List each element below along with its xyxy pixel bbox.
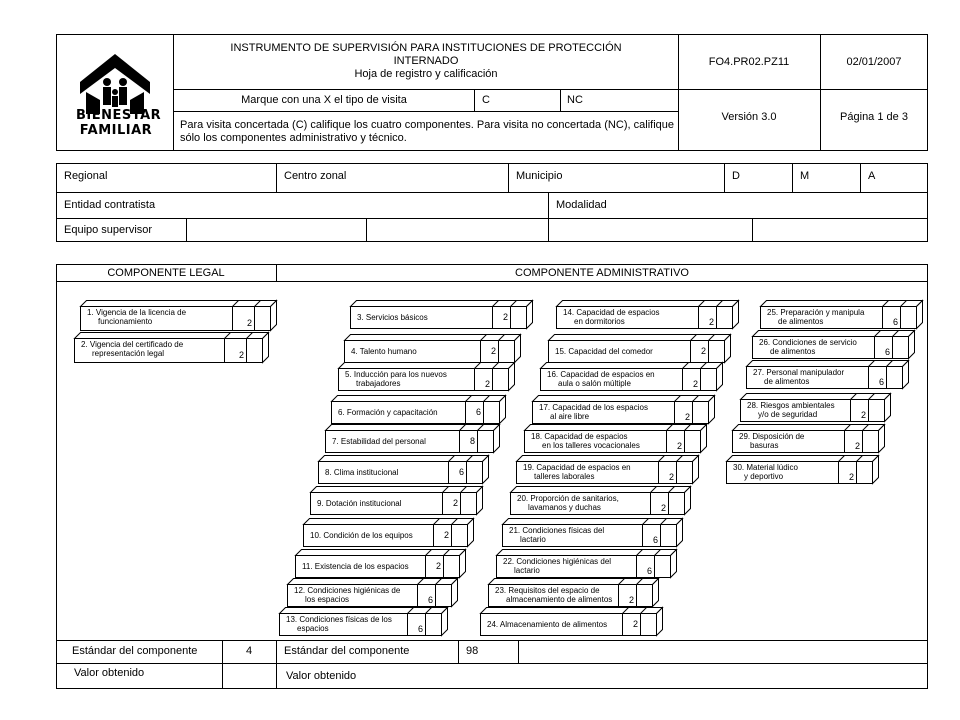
components-footer-line <box>56 663 928 664</box>
admin-item-13[interactable] <box>279 607 447 635</box>
modalidad-field[interactable]: Modalidad <box>556 199 607 211</box>
item-score-cell[interactable] <box>452 525 467 546</box>
item-standard-value: 2 <box>490 346 496 356</box>
item-standard-value: 2 <box>854 441 860 451</box>
item-standard-value: 6 <box>652 535 658 545</box>
item-score-cell[interactable] <box>661 525 676 546</box>
item-label-line2: de alimentos <box>770 347 816 356</box>
regional-field[interactable]: Regional <box>64 170 108 182</box>
estandar-legal-value: 4 <box>245 645 253 657</box>
item-label-line2: lavamanos y duchas <box>528 503 601 512</box>
admin-item-16[interactable] <box>540 362 722 390</box>
valor-legal-label: Valor obtenido <box>74 667 145 679</box>
item-standard-value: 6 <box>646 566 652 576</box>
item-standard-value: 6 <box>892 317 898 327</box>
logo-text-line2: FAMILIAR <box>79 123 153 138</box>
item-label: 24. Almacenamiento de alimentos <box>487 619 608 629</box>
admin-item-21[interactable] <box>502 518 682 546</box>
header-divider <box>678 34 679 151</box>
item-score-cell[interactable] <box>669 493 684 514</box>
admin-item-20[interactable] <box>510 486 690 514</box>
item-label: 12. Condiciones higiénicas de <box>294 586 401 595</box>
item-label: 19. Capacidad de espacios en <box>523 463 631 472</box>
item-standard-value: 6 <box>417 624 423 634</box>
info-divider <box>508 163 509 192</box>
admin-item-17[interactable] <box>532 395 714 423</box>
admin-item-11[interactable] <box>295 549 465 577</box>
item-score-cell[interactable] <box>444 556 459 577</box>
item-score-cell[interactable] <box>709 341 724 362</box>
admin-item-24[interactable] <box>480 607 662 635</box>
item-standard-value: 6 <box>878 377 884 387</box>
item-label-line2: de alimentos <box>764 377 810 386</box>
item-standard-value: 2 <box>692 379 698 389</box>
admin-item-19[interactable] <box>516 455 698 483</box>
item-label: 2. Vigencia del certificado de <box>81 340 184 349</box>
admin-item-10[interactable] <box>303 518 473 546</box>
item-score-cell[interactable] <box>863 431 878 452</box>
item-label: 15. Capacidad del comedor <box>555 346 653 356</box>
admin-item-3[interactable] <box>350 300 532 328</box>
logo <box>74 52 162 138</box>
item-label: 25. Preparación y manipula <box>767 308 865 317</box>
legal-item-2[interactable] <box>74 332 268 362</box>
admin-item-28[interactable] <box>740 393 890 421</box>
item-label-line2: representación legal <box>92 349 165 358</box>
item-label: 30. Material lúdico <box>733 463 798 472</box>
admin-component-title: COMPONENTE ADMINISTRATIVO <box>515 267 689 279</box>
item-standard-value: 2 <box>708 317 714 327</box>
item-label: 21. Condiciones físicas del <box>509 526 605 535</box>
info-divider <box>752 218 753 242</box>
estandar-legal-label: Estándar del componente <box>72 645 198 657</box>
item-standard-value: 6 <box>475 407 481 417</box>
item-label: 11. Existencia de los espacios <box>302 561 409 571</box>
item-score-cell[interactable] <box>685 431 700 452</box>
item-label-line2: en dormitorios <box>574 317 625 326</box>
item-score-cell[interactable] <box>693 402 708 423</box>
item-label-line2: funcionamiento <box>98 317 153 326</box>
day-field[interactable]: D <box>732 170 740 182</box>
item-score-cell[interactable] <box>461 493 476 514</box>
header-divider <box>820 34 821 151</box>
item-standard-value: 2 <box>246 318 252 328</box>
info-divider <box>860 163 861 192</box>
item-label: 8. Clima institucional <box>325 467 399 477</box>
title-line-3: Hoja de registro y calificación <box>354 68 498 80</box>
info-divider <box>548 218 549 242</box>
item-score-cell[interactable] <box>478 431 493 452</box>
item-score-cell[interactable] <box>901 307 916 328</box>
item-label-line2: talleres laborales <box>534 472 595 481</box>
item-standard-value: 2 <box>502 312 508 322</box>
item-label-line2: al aire libre <box>550 412 590 421</box>
item-score-cell[interactable] <box>247 339 262 362</box>
item-score-cell[interactable] <box>893 337 908 358</box>
item-standard-value: 2 <box>238 350 244 360</box>
header-divider <box>474 89 475 111</box>
info-divider <box>724 163 725 192</box>
header-divider <box>173 89 928 90</box>
admin-item-25[interactable] <box>760 300 922 328</box>
item-label-line2: los espacios <box>305 595 350 604</box>
admin-item-15[interactable] <box>548 334 730 362</box>
visit-type-nc-cell[interactable]: NC <box>567 94 583 106</box>
footer-divider <box>518 640 519 663</box>
admin-item-29[interactable] <box>732 424 884 452</box>
item-label-line2: en los talleres vocacionales <box>542 441 640 450</box>
item-standard-value: 6 <box>458 467 464 477</box>
item-score-cell[interactable] <box>511 307 526 328</box>
item-score-cell[interactable] <box>717 307 732 328</box>
item-score-cell[interactable] <box>499 341 514 362</box>
visit-type-c-cell[interactable]: C <box>482 94 490 106</box>
item-standard-value: 2 <box>700 346 706 356</box>
item-score-cell[interactable] <box>655 556 670 577</box>
form-code: FO4.PR02.PZ11 <box>708 56 790 68</box>
item-standard-value: 2 <box>484 379 490 389</box>
admin-item-22[interactable] <box>496 549 676 577</box>
item-standard-value: 2 <box>628 595 634 605</box>
item-label-line2: almacenamiento de alimentos <box>506 595 613 604</box>
title-line-1: INSTRUMENTO DE SUPERVISIÓN PARA INSTITUCIONES DE PROTECCIÓN <box>230 42 622 54</box>
admin-item-6[interactable] <box>331 395 505 423</box>
item-label: 5. Inducción para los nuevos <box>345 370 447 379</box>
item-label-line2: basuras <box>750 441 779 450</box>
info-divider <box>276 163 277 192</box>
item-score-cell[interactable] <box>436 585 451 606</box>
footer-divider <box>458 640 459 663</box>
admin-item-23[interactable] <box>488 578 658 606</box>
item-label-line2: lactario <box>520 535 546 544</box>
item-label-line2: aula o salón múltiple <box>558 379 631 388</box>
item-score-cell[interactable] <box>637 585 652 606</box>
item-label: 22. Condiciones higiénicas del <box>503 557 612 566</box>
legal-component-title: COMPONENTE LEGAL <box>107 267 225 279</box>
item-label: 4. Talento humano <box>351 346 417 356</box>
month-field[interactable]: M <box>800 170 810 182</box>
year-field[interactable]: A <box>868 170 876 182</box>
admin-item-18[interactable] <box>524 424 706 452</box>
item-label: 23. Requisitos del espacio de <box>495 586 600 595</box>
item-score-cell[interactable] <box>255 307 270 330</box>
title-line-2: INTERNADO <box>393 55 459 67</box>
item-score-cell[interactable] <box>426 614 441 635</box>
item-score-cell[interactable] <box>677 462 692 483</box>
item-label: 3. Servicios básicos <box>357 312 428 322</box>
item-label: 13. Condiciones físicas de los <box>286 615 392 624</box>
visit-type-label: Marque con una X el tipo de visita <box>241 94 407 106</box>
footer-divider <box>276 640 277 689</box>
item-standard-value: 2 <box>452 498 458 508</box>
item-standard-value: 2 <box>676 441 682 451</box>
centro-zonal-field[interactable]: Centro zonal <box>284 170 347 182</box>
item-standard-value: 6 <box>884 347 890 357</box>
header-divider <box>560 89 561 111</box>
legal-item-1[interactable] <box>80 300 276 330</box>
item-score-cell[interactable] <box>887 367 902 388</box>
instructions: Para visita concertada (C) califique los cuatro componentes. Para visita no concertada (NC), califique sólo los componentes administrativo y técnico. <box>180 119 674 144</box>
item-standard-value: 8 <box>469 436 475 446</box>
item-label: 9. Dotación institucional <box>317 498 402 508</box>
item-score-cell[interactable] <box>493 369 508 390</box>
item-label: 26. Condiciones de servicio <box>759 338 857 347</box>
admin-item-7[interactable] <box>325 424 499 452</box>
form-date: 02/01/2007 <box>846 56 902 68</box>
info-divider <box>792 163 793 192</box>
estandar-admin-label: Estándar del componente <box>284 645 410 657</box>
page-number: Página 1 de 3 <box>840 111 908 123</box>
item-label: 1. Vigencia de la licencia de <box>87 308 187 317</box>
document-title <box>174 42 678 81</box>
version: Versión 3.0 <box>721 111 777 123</box>
item-label: 28. Riesgos ambientales <box>747 401 835 410</box>
equipo-supervisor-field[interactable]: Equipo supervisor <box>64 224 153 236</box>
header-divider <box>173 111 678 112</box>
item-standard-value: 2 <box>435 561 441 571</box>
admin-item-30[interactable] <box>726 455 878 483</box>
item-label-line2: y deportivo <box>744 472 784 481</box>
item-score-cell[interactable] <box>641 614 656 635</box>
logo-text-line1: BIENESTAR <box>76 108 162 123</box>
info-divider <box>56 192 928 193</box>
item-standard-value: 2 <box>632 619 638 629</box>
item-score-cell[interactable] <box>869 400 884 421</box>
item-label: 27. Personal manipulador <box>753 368 845 377</box>
item-score-cell[interactable] <box>467 462 482 483</box>
item-label-line2: trabajadores <box>356 379 401 388</box>
admin-item-9[interactable] <box>310 486 482 514</box>
components-footer-line <box>56 640 928 641</box>
item-label: 16. Capacidad de espacios en <box>547 370 655 379</box>
admin-item-12[interactable] <box>287 578 457 606</box>
item-standard-value: 2 <box>660 503 666 513</box>
admin-item-4[interactable] <box>344 334 520 362</box>
admin-item-27[interactable] <box>746 360 908 388</box>
item-standard-value: 6 <box>427 595 433 605</box>
info-divider <box>548 192 549 218</box>
item-standard-value: 2 <box>668 472 674 482</box>
item-standard-value: 2 <box>860 410 866 420</box>
item-standard-value: 2 <box>684 412 690 422</box>
item-label-line2: lactario <box>514 566 540 575</box>
item-standard-value: 2 <box>848 472 854 482</box>
item-label-line2: de alimentos <box>778 317 824 326</box>
item-score-cell[interactable] <box>701 369 716 390</box>
item-label: 10. Condición de los equipos <box>310 530 413 540</box>
info-divider <box>186 218 187 242</box>
admin-item-8[interactable] <box>318 455 488 483</box>
municipio-field[interactable]: Municipio <box>516 170 563 182</box>
item-standard-value: 2 <box>443 530 449 540</box>
item-label-line2: y/o de seguridad <box>758 410 818 419</box>
item-label-line2: espacios <box>297 624 329 633</box>
admin-item-5[interactable] <box>338 362 514 390</box>
item-label: 17. Capacidad de los espacios <box>539 403 648 412</box>
item-label: 18. Capacidad de espacios <box>531 432 628 441</box>
item-label: 20. Proporción de sanitarios, <box>517 494 619 503</box>
item-label: 29. Disposición de <box>739 432 805 441</box>
valor-admin-label: Valor obtenido <box>286 670 357 682</box>
item-score-cell[interactable] <box>857 462 872 483</box>
estandar-admin-value: 98 <box>466 645 479 657</box>
item-label: 14. Capacidad de espacios <box>563 308 660 317</box>
admin-item-14[interactable] <box>556 300 738 328</box>
info-divider <box>366 218 367 242</box>
item-score-cell[interactable] <box>484 402 499 423</box>
item-label: 7. Estabilidad del personal <box>332 436 426 446</box>
item-label: 6. Formación y capacitación <box>338 407 438 417</box>
components-header-line <box>56 281 928 282</box>
entidad-contratista-field[interactable]: Entidad contratista <box>64 199 156 211</box>
admin-item-26[interactable] <box>752 330 914 358</box>
